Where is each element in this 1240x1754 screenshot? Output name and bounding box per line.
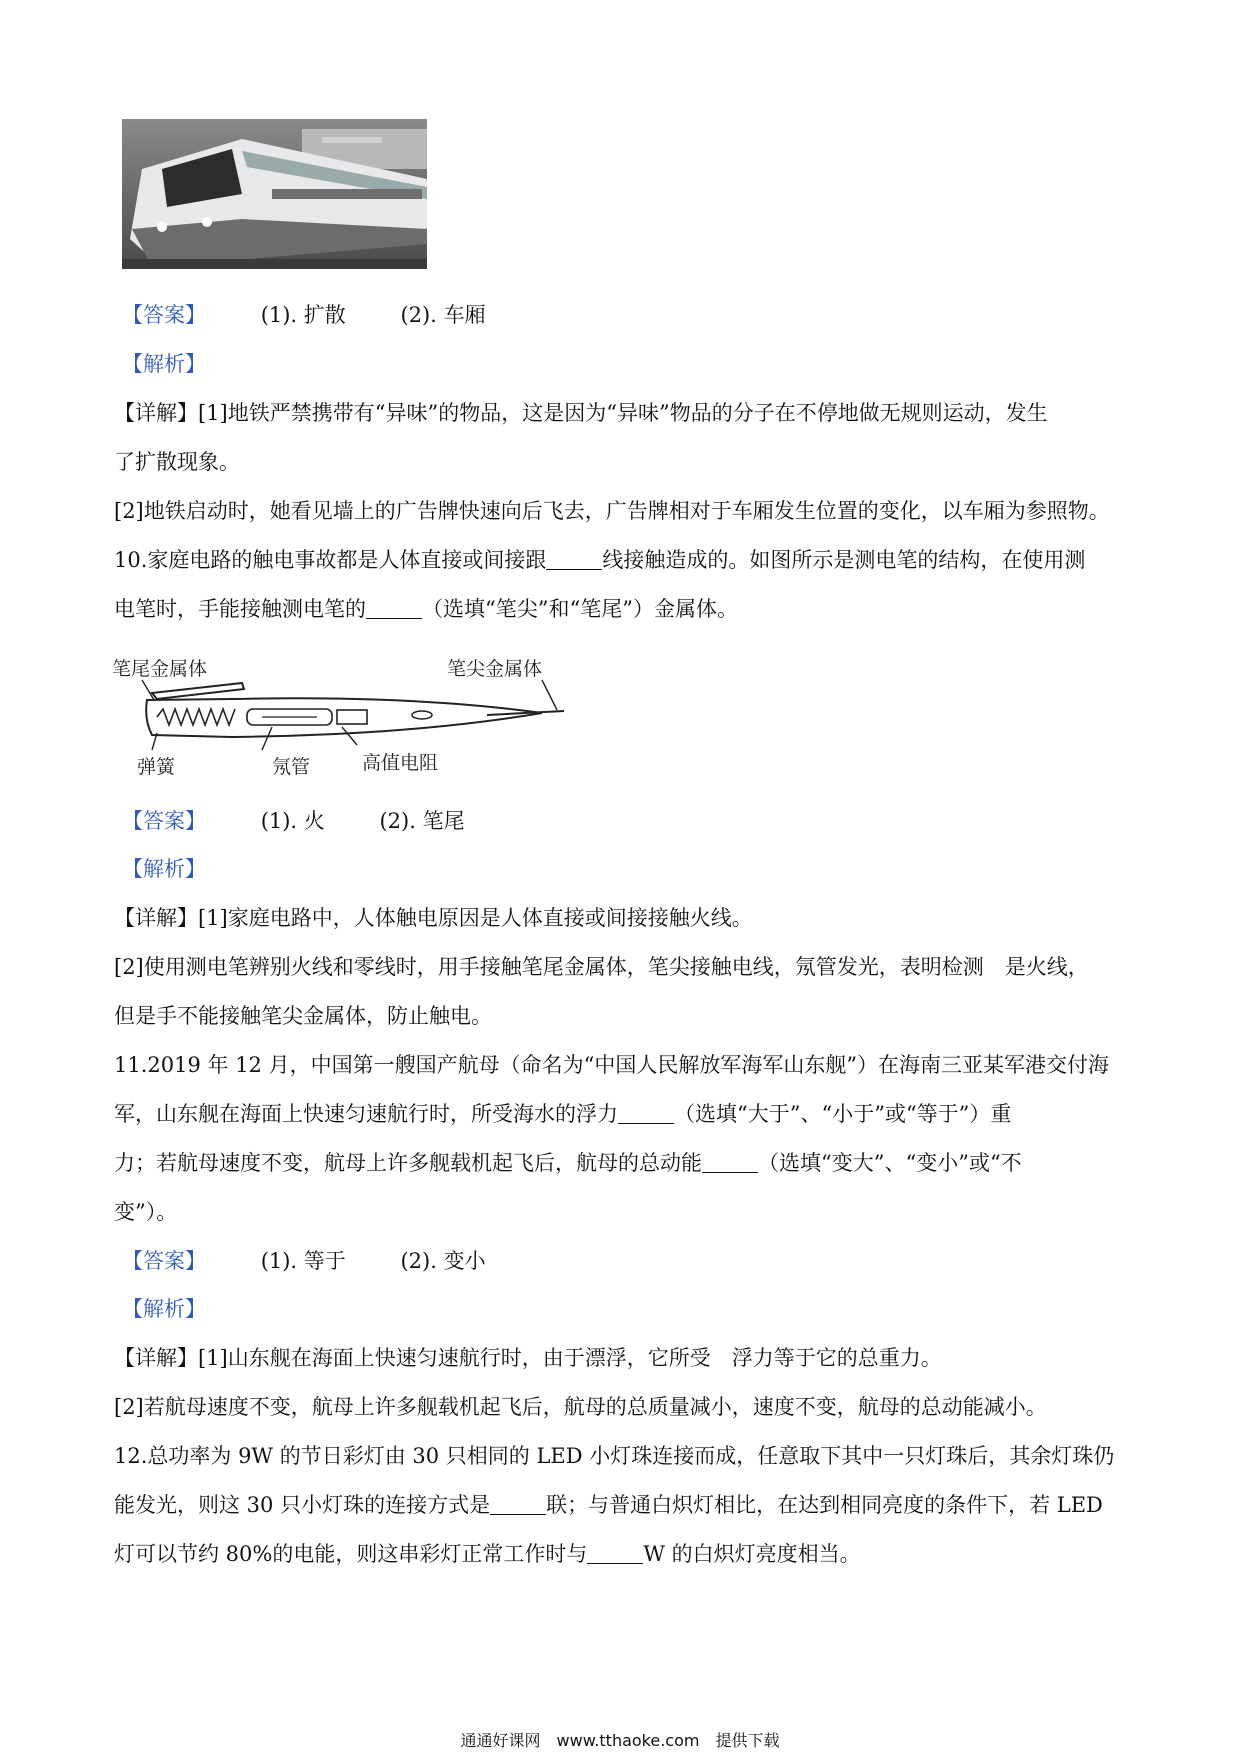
analysis-tag: 【解析】 bbox=[122, 857, 206, 881]
q11-question-line2 bbox=[114, 1099, 1011, 1129]
answer-tag: 【答案】 bbox=[122, 303, 206, 327]
q10-text-d: （选填“笔尖”和“笔尾”）金属体。 bbox=[422, 597, 738, 621]
q10-analysis-tag bbox=[122, 854, 206, 884]
q10-question-line1 bbox=[114, 545, 1085, 575]
q10-text-b: 线接触造成的。如图所示是测电笔的结构，在使用测 bbox=[602, 548, 1086, 572]
q10-detail-line2: [2]使用测电笔辨别火线和零线时，用手接触笔尾金属体，笔尖接触电线，氖管发光，表明检测 是火线， bbox=[114, 955, 1089, 979]
q9-detail-line3: [2]地铁启动时，她看见墙上的广告牌快速向后飞去，广告牌相对于车厢发生位置的变化，以车厢为参照物。 bbox=[114, 499, 1110, 523]
label-neon: 氖管 bbox=[272, 756, 311, 778]
detail-tag: 【详解】 bbox=[114, 401, 198, 425]
answer-1: (1). 等于 bbox=[260, 1249, 346, 1273]
answer-2: (2). 变小 bbox=[400, 1249, 486, 1273]
q10-question-line2 bbox=[114, 594, 738, 624]
label-spring: 弹簧 bbox=[137, 756, 176, 778]
answer-tag: 【答案】 bbox=[122, 1249, 206, 1273]
q10-detail-line3: 但是手不能接触笔尖金属体，防止触电。 bbox=[114, 1004, 492, 1028]
detail-tag: 【详解】 bbox=[114, 906, 198, 930]
q9-answer-row bbox=[122, 300, 486, 330]
q11-detail-line1 bbox=[114, 1343, 942, 1373]
q11-text-b: （选填“大于”、“小于”或“等于”）重 bbox=[674, 1102, 1012, 1126]
q9-analysis-tag bbox=[122, 349, 206, 379]
q11-text-d: （选填“变大”、“变小”或“不 bbox=[758, 1151, 1022, 1175]
q12-question-line2 bbox=[114, 1490, 1103, 1520]
q9-detail-line2: 了扩散现象。 bbox=[114, 450, 240, 474]
q10-text-a: 10.家庭电路的触电事故都是人体直接或间接跟 bbox=[114, 548, 547, 572]
q11-blank-1 bbox=[618, 1101, 674, 1124]
q12-text-c: 灯可以节约 80%的电能，则这串彩灯正常工作时与 bbox=[114, 1542, 588, 1566]
q10-blank-1 bbox=[546, 547, 602, 570]
q12-text-d: W 的白炽灯亮度相当。 bbox=[643, 1542, 861, 1566]
label-tail-metal: 笔尾金属体 bbox=[112, 658, 208, 680]
analysis-tag: 【解析】 bbox=[122, 1297, 206, 1321]
q11-question-line3 bbox=[114, 1148, 1022, 1178]
q11-text-a: 军，山东舰在海面上快速匀速航行时，所受海水的浮力 bbox=[114, 1102, 618, 1126]
q9-detail-line1 bbox=[114, 398, 1048, 428]
q12-question-line3 bbox=[114, 1539, 861, 1569]
answer-1: (1). 扩散 bbox=[260, 303, 346, 327]
detail-text: [1]地铁严禁携带有“异味”的物品，这是因为“异味”物品的分子在不停地做无规则运动，发生 bbox=[198, 401, 1048, 425]
answer-2: (2). 车厢 bbox=[400, 303, 486, 327]
q11-analysis-tag bbox=[122, 1294, 206, 1324]
answer-tag: 【答案】 bbox=[122, 809, 206, 833]
answer-1: (1). 火 bbox=[260, 809, 325, 833]
q12-text-a: 能发光，则这 30 只小灯珠的连接方式是 bbox=[114, 1493, 491, 1517]
q10-text-c: 电笔时，手能接触测电笔的 bbox=[114, 597, 366, 621]
q10-answer-row bbox=[122, 806, 465, 836]
answer-2: (2). 笔尾 bbox=[379, 809, 465, 833]
label-resistor: 高值电阻 bbox=[362, 752, 439, 774]
q10-detail-line1 bbox=[114, 903, 753, 933]
q12-text-b: 联；与普通白炽灯相比，在达到相同亮度的条件下，若 LED bbox=[546, 1493, 1103, 1517]
test-pen-diagram bbox=[112, 655, 572, 780]
subway-train-photo bbox=[122, 119, 427, 269]
q11-detail-line2: [2]若航母速度不变，航母上许多舰载机起飞后，航母的总质量减小，速度不变，航母的总动能减小。 bbox=[114, 1395, 1047, 1419]
analysis-tag: 【解析】 bbox=[122, 352, 206, 376]
detail-tag: 【详解】 bbox=[114, 1346, 198, 1370]
q10-blank-2 bbox=[366, 596, 422, 619]
q12-question-line1: 12.总功率为 9W 的节日彩灯由 30 只相同的 LED 小灯珠连接而成，任意取下其中一只灯珠后，其余灯珠仍 bbox=[114, 1444, 1115, 1468]
label-tip-metal: 笔尖金属体 bbox=[447, 658, 543, 680]
q11-text-c: 力；若航母速度不变，航母上许多舰载机起飞后，航母的总动能 bbox=[114, 1151, 702, 1175]
q12-blank-1 bbox=[490, 1492, 546, 1515]
detail-text: [1]山东舰在海面上快速匀速航行时，由于漂浮，它所受 浮力等于它的总重力。 bbox=[198, 1346, 942, 1370]
q11-question-line4: 变”）。 bbox=[114, 1200, 178, 1224]
q11-blank-2 bbox=[702, 1150, 758, 1173]
detail-text: [1]家庭电路中，人体触电原因是人体直接或间接接触火线。 bbox=[198, 906, 753, 930]
page-footer: 通通好课网 www.tthaoke.com 提供下载 bbox=[460, 1731, 780, 1750]
q11-answer-row bbox=[122, 1246, 486, 1276]
q12-blank-2 bbox=[587, 1541, 643, 1564]
q11-question-line1: 11.2019 年 12 月，中国第一艘国产航母（命名为“中国人民解放军海军山东舰”）在海南三亚某军港交付海 bbox=[114, 1053, 1110, 1077]
